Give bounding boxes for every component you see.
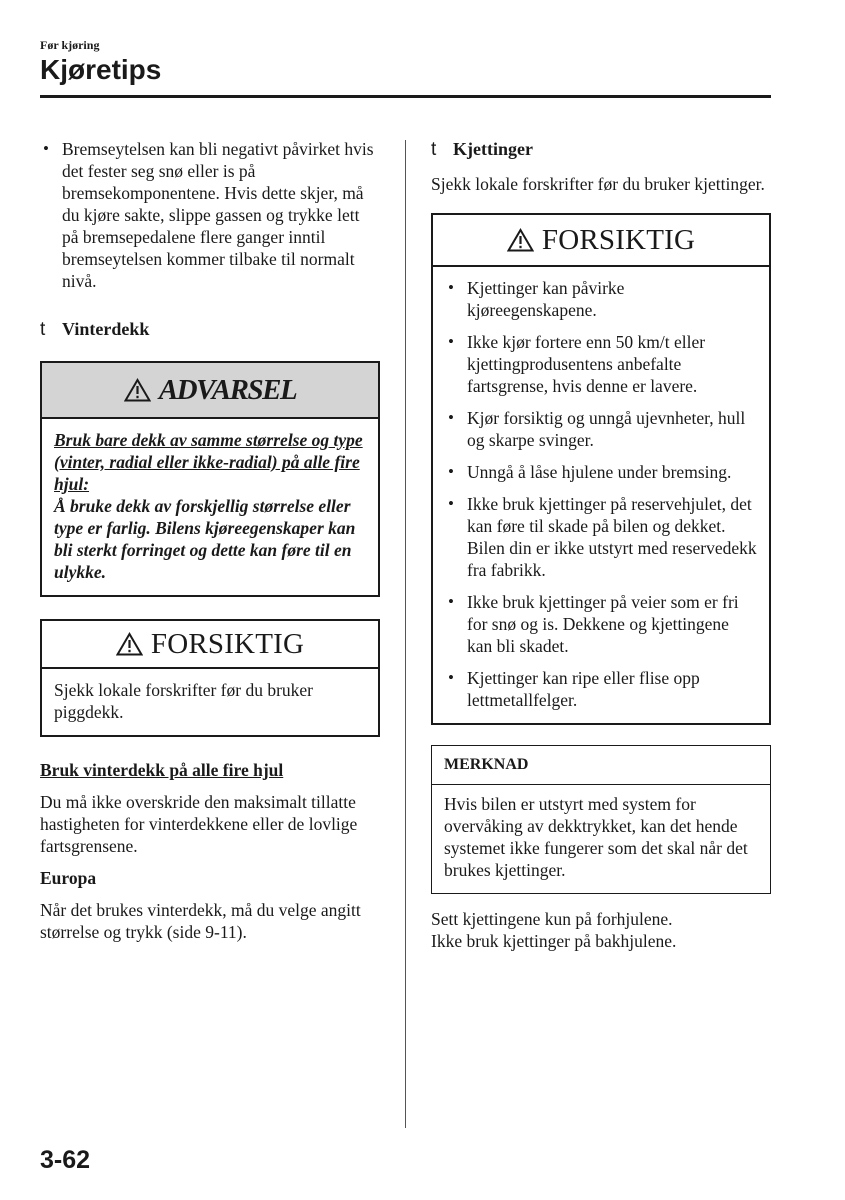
forsiktig-text: Sjekk lokale forskrifter før du bruker piggdekk. (54, 680, 314, 722)
list-item: • Kjør forsiktig og unngå ujevnheter, hull og skarpe svinger. (445, 407, 757, 451)
list-item: • Ikke kjør fortere enn 50 km/t eller kjettingprodusentens anbefalte fartsgrense, hvis denne er lavere. (445, 331, 757, 397)
outro-line-1: Sett kjettingene kun på forhjulene. (431, 909, 673, 929)
section-title: Kjettinger (453, 139, 533, 159)
left-column (40, 138, 380, 943)
section-heading-kjettinger (431, 138, 771, 161)
list-item: • Kjettinger kan påvirke kjøreegenskapene. (445, 277, 757, 321)
column-divider (405, 140, 406, 1128)
advarsel-body (42, 419, 378, 595)
forsiktig-header (42, 621, 378, 669)
merknad-body (432, 785, 770, 893)
subsection-heading: Bruk vinterdekk på alle fire hjul (40, 760, 284, 780)
warning-triangle-icon (116, 632, 143, 656)
kjettinger-intro: Sjekk lokale forskrifter før du bruker kjettinger. (431, 174, 765, 194)
section-label: Før kjøring (40, 38, 100, 52)
page-title: Kjøretips (40, 54, 162, 85)
warning-triangle-icon (124, 378, 151, 402)
intro-bullet-list (40, 138, 380, 292)
list-item: • Unngå å låse hjulene under bremsing. (445, 461, 757, 483)
advarsel-underlined-text: Bruk bare dekk av samme størrelse og type (vinter, radial eller ikke-radial) på alle fire hjul: (54, 430, 363, 494)
section-heading-vinterdekk (40, 318, 380, 341)
warning-triangle-icon (507, 228, 534, 252)
merknad-text: Hvis bilen er utstyrt med system for overvåking av dekktrykket, kan det hende systemet ikke fungerer som det skal når det brukes kjettinger. (444, 794, 748, 880)
advarsel-title: ADVARSEL (158, 374, 297, 406)
right-column (431, 138, 771, 952)
intro-bullet: • Bremseytelsen kan bli negativt påvirket hvis det fester seg snø eller is på bremsekomponentene. Hvis dette skjer, må du kjøre sakte, slippe gassen og trykke lett på bremsepedalene flere ganger inntil bremseytelsen kommer tilbake til normalt nivå. (40, 138, 380, 292)
header-rule (40, 95, 771, 98)
forsiktig-header (433, 215, 769, 267)
section-marker: t (431, 139, 437, 160)
subsection-text: Du må ikke overskride den maksimalt tillatte hastigheten for vinterdekkene eller de lovlige fartsgrensene. (40, 792, 358, 856)
forsiktig-body (42, 669, 378, 735)
europa-heading: Europa (40, 868, 97, 888)
forsiktig-box-left (40, 619, 380, 737)
advarsel-box (40, 361, 380, 597)
section-title: Vinterdekk (62, 319, 150, 339)
europa-text: Når det brukes vinterdekk, må du velge angitt størrelse og trykk (side 9-11). (40, 900, 361, 942)
list-item: • Ikke bruk kjettinger på reservehjulet, det kan føre til skade på bilen og dekket. Bilen din er ikke utstyrt med reservedekk fra fabrikk. (445, 493, 757, 581)
kjettinger-bullet-list (445, 277, 757, 711)
outro-line-2: Ikke bruk kjettinger på bakhjulene. (431, 931, 677, 951)
list-item: • Ikke bruk kjettinger på veier som er fri for snø og is. Dekkene og kjettingene kan bli skadet. (445, 591, 757, 657)
list-item: • Kjettinger kan ripe eller flise opp lettmetallfelger. (445, 667, 757, 711)
page-number: 3-62 (40, 1146, 91, 1174)
advarsel-header (42, 363, 378, 419)
forsiktig-body (433, 267, 769, 723)
forsiktig-box-right (431, 213, 771, 725)
merknad-title: MERKNAD (432, 746, 770, 785)
advarsel-text: Å bruke dekk av forskjellig størrelse eller type er farlig. Bilens kjøreegenskaper kan bli sterkt forringet og dette kan føre til en ulykke. (54, 496, 356, 582)
merknad-box (431, 745, 771, 894)
forsiktig-title: FORSIKTIG (541, 224, 696, 256)
forsiktig-title: FORSIKTIG (150, 628, 305, 660)
section-marker: t (40, 319, 46, 340)
